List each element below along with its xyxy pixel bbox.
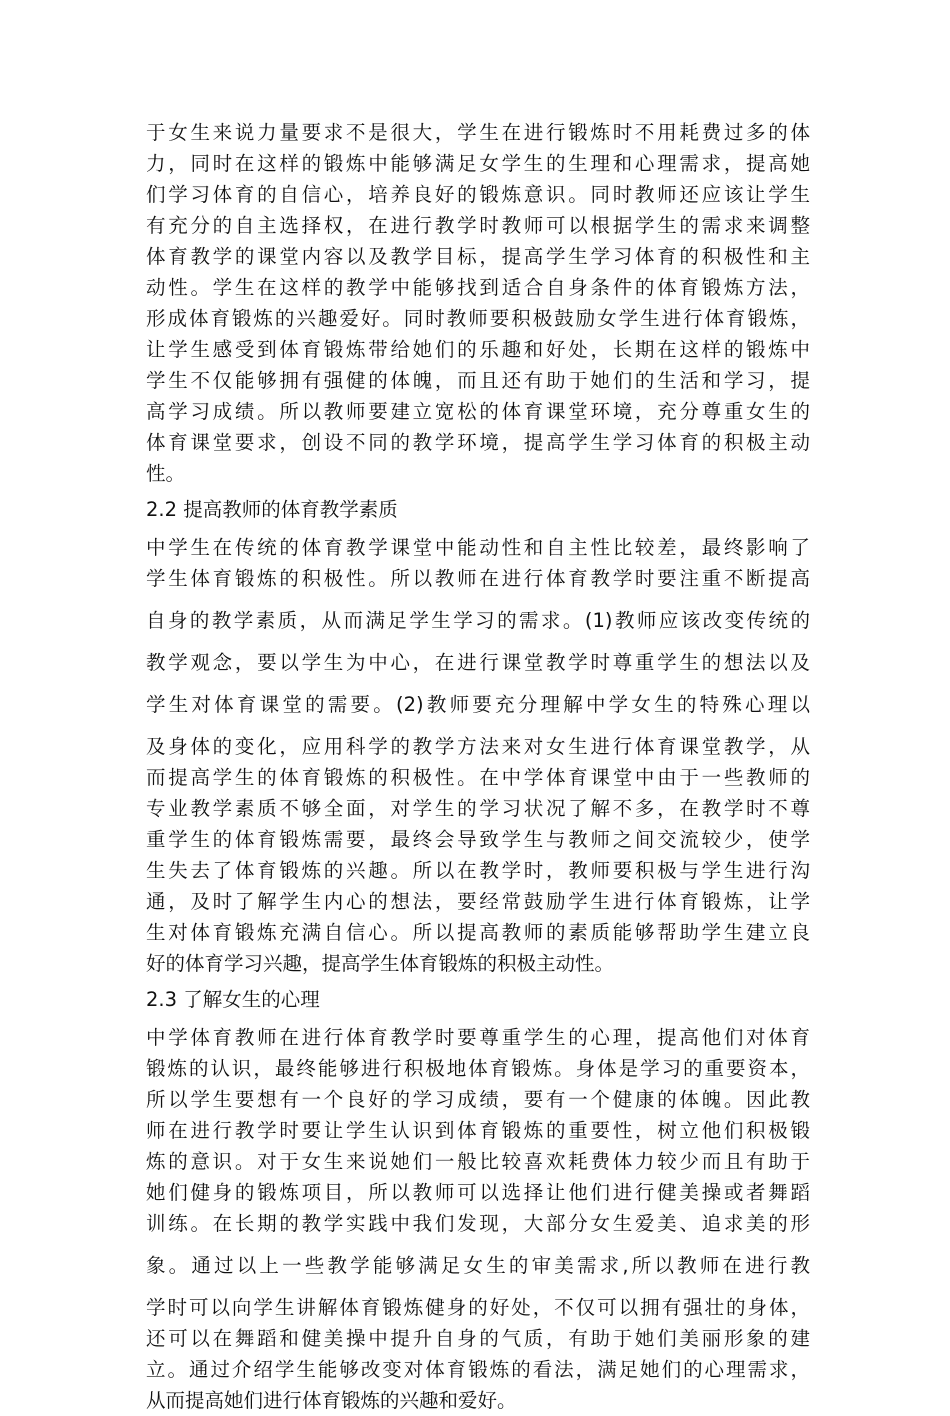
paragraph-teacher-quality-rest: [146, 731, 810, 979]
text-line: 所以学生要想有一个良好的学习成绩，要有一个健康的体魄。因此教: [146, 1088, 810, 1111]
text-line: 性。: [146, 462, 186, 485]
paragraph-continuation: [146, 117, 810, 489]
text-line: 她们健身的锻炼项目，所以教师可以选择让他们进行健美操或者舞蹈: [146, 1181, 810, 1204]
text-line: 通，及时了解学生内心的想法，要经常鼓励学生进行体育锻炼，让学: [146, 890, 810, 913]
text-line: 学生不仅能够拥有强健的体魄，而且还有助于她们的生活和学习，提: [146, 369, 810, 392]
text-line: 高学习成绩。所以教师要建立宽松的体育课堂环境，充分尊重女生的: [146, 400, 810, 423]
document-body: [146, 117, 810, 1416]
text-line: 锻炼的认识，最终能够进行积极地体育锻炼。身体是学习的重要资本，: [146, 1057, 810, 1080]
text-line: 中学生在传统的体育教学课堂中能动性和自主性比较差，最终影响了: [146, 536, 810, 559]
text-line: 好的体育学习兴趣，提高学生体育锻炼的积极主动性。: [146, 952, 615, 975]
paragraph-female-psychology-line: [146, 1250, 810, 1281]
text-line: 专业教学素质不够全面，对学生的学习状况了解不多，在教学时不尊: [146, 797, 810, 820]
paragraph-teacher-quality-line: [146, 605, 810, 636]
text-line: 力，同时在这样的锻炼中能够满足女学生的生理和心理需求，提高她: [146, 152, 810, 175]
paragraph-female-psychology: [146, 1022, 810, 1239]
text-line: 有充分的自主选择权，在进行教学时教师可以根据学生的需求来调整: [146, 214, 810, 237]
text-line: 体育课堂要求，创设不同的教学环境，提高学生学习体育的积极主动: [146, 431, 810, 454]
text-line: 学生体育锻炼的积极性。所以教师在进行体育教学时要注重不断提高: [146, 567, 810, 590]
text-line: 自身的教学素质，从而满足学生学习的需求。(1)教师应该改变传统的: [146, 609, 810, 632]
paragraph-teacher-quality-line: [146, 647, 810, 678]
text-line: 们学习体育的自信心，培养良好的锻炼意识。同时教师还应该让学生: [146, 183, 810, 206]
text-line: 重学生的体育锻炼需要，最终会导致学生与教师之间交流较少，使学: [146, 828, 810, 851]
text-line: 象。通过以上一些教学能够满足女生的审美需求,所以教师在进行教: [146, 1254, 810, 1277]
text-line: 师在进行教学时要让学生认识到体育锻炼的重要性，树立他们积极锻: [146, 1119, 810, 1142]
text-line: 教学观念，要以学生为中心，在进行课堂教学时尊重学生的想法以及: [146, 651, 810, 674]
text-line: 中学体育教师在进行体育教学时要尊重学生的心理，提高他们对体育: [146, 1026, 810, 1049]
paragraph-teacher-quality: [146, 532, 810, 594]
text-line: 炼的意识。对于女生来说她们一般比较喜欢耗费体力较少而且有助于: [146, 1150, 810, 1173]
text-line: 让学生感受到体育锻炼带给她们的乐趣和好处，长期在这样的锻炼中: [146, 338, 810, 361]
text-line: 生失去了体育锻炼的兴趣。所以在教学时，教师要积极与学生进行沟: [146, 859, 810, 882]
section-heading-2-2: 2.2 提高教师的体育教学素质: [146, 498, 398, 521]
text-line: 动性。学生在这样的教学中能够找到适合自身条件的体育锻炼方法，: [146, 276, 810, 299]
text-line: 形成体育锻炼的兴趣爱好。同时教师要积极鼓励女学生进行体育锻炼，: [146, 307, 810, 330]
text-line: 生对体育锻炼充满自信心。所以提高教师的素质能够帮助学生建立良: [146, 921, 810, 944]
text-line: 训练。在长期的教学实践中我们发现，大部分女生爱美、追求美的形: [146, 1212, 810, 1235]
text-line: 学时可以向学生讲解体育锻炼健身的好处，不仅可以拥有强壮的身体，: [146, 1296, 810, 1319]
text-line: 从而提高她们进行体育锻炼的兴趣和爱好。: [146, 1389, 517, 1412]
text-line: 体育教学的课堂内容以及教学目标，提高学生学习体育的积极性和主: [146, 245, 810, 268]
text-line: 立。通过介绍学生能够改变对体育锻炼的看法，满足她们的心理需求，: [146, 1358, 810, 1381]
section-heading-2-3: 2.3 了解女生的心理: [146, 988, 320, 1011]
paragraph-female-psychology-rest: [146, 1292, 810, 1416]
text-line: 及身体的变化，应用科学的教学方法来对女生进行体育课堂教学，从: [146, 735, 810, 758]
text-line: 而提高学生的体育锻炼的积极性。在中学体育课堂中由于一些教师的: [146, 766, 810, 789]
text-line: 还可以在舞蹈和健美操中提升自身的气质，有助于她们美丽形象的建: [146, 1327, 810, 1350]
paragraph-teacher-quality-line: [146, 689, 810, 720]
text-line: 于女生来说力量要求不是很大，学生在进行锻炼时不用耗费过多的体: [146, 121, 810, 144]
text-line: 学生对体育课堂的需要。(2)教师要充分理解中学女生的特殊心理以: [146, 693, 810, 716]
